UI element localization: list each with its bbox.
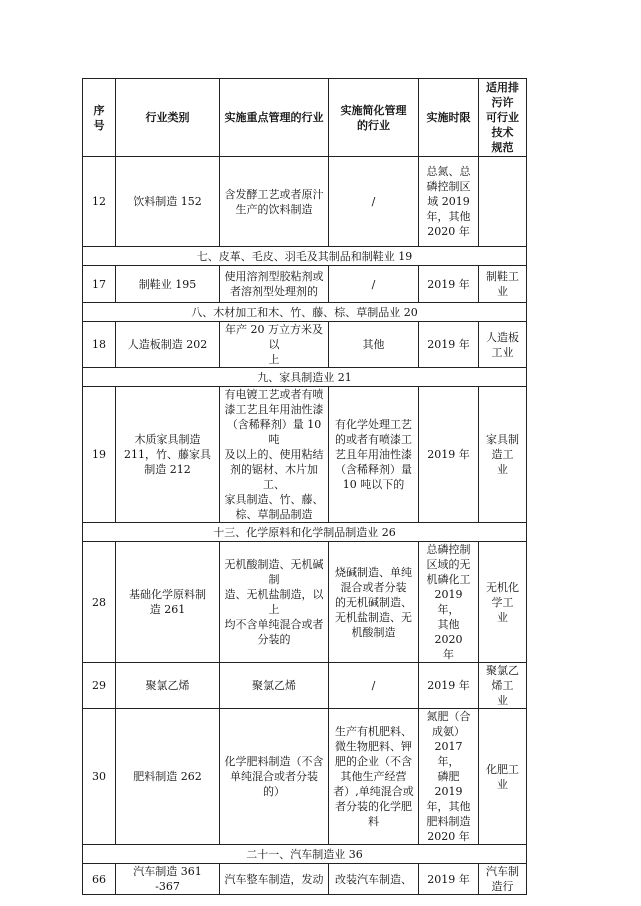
row-category: 饮料制造 152 (116, 157, 220, 247)
row-number: 19 (83, 387, 116, 523)
row-number: 29 (83, 663, 116, 709)
header-simplified-management: 实施简化管理 的行业 (329, 79, 419, 157)
row-category: 基础化学原料制 造 261 (116, 542, 220, 663)
row-category: 汽车制造 361 -367 (116, 864, 220, 895)
row-time-limit: 2019 年 (419, 322, 479, 368)
header-key-management: 实施重点管理的行业 (220, 79, 329, 157)
header-time-limit: 实施时限 (419, 79, 479, 157)
row-number: 30 (83, 709, 116, 845)
table-row (83, 387, 527, 523)
row-time-limit: 2019 年 (419, 663, 479, 709)
table-header-row (83, 79, 527, 157)
table-row (83, 266, 527, 303)
row-key-management: 无机酸制造、无机碱制 造、无机盐制造，以上 均不含单纯混合或者 分装的 (220, 542, 329, 663)
row-technical-spec: 汽车制造行 (479, 864, 527, 895)
row-technical-spec: 制鞋工业 (479, 266, 527, 303)
industry-management-table (82, 78, 527, 895)
row-time-limit: 氮肥（合 成氨） 2017 年， 磷肥 2019 年，其他 肥料制造 2020 年 (419, 709, 479, 845)
header-category: 行业类别 (116, 79, 220, 157)
row-technical-spec: 人造板工业 (479, 322, 527, 368)
section-row (83, 303, 527, 322)
table-row (83, 157, 527, 247)
section-title: 八、木材加工和木、竹、藤、棕、草制品业 20 (83, 303, 527, 322)
row-number: 66 (83, 864, 116, 895)
row-time-limit: 总磷控制 区域的无 机磷化工 2019 年， 其他 2020 年 (419, 542, 479, 663)
header-no: 序 号 (83, 79, 116, 157)
row-simplified-management: 有化学处理工艺 的或者有喷漆工 艺且年用油性漆 （含稀释剂）量 10 吨以下的 (329, 387, 419, 523)
section-row (83, 845, 527, 864)
row-key-management: 含发酵工艺或者原汁 生产的饮料制造 (220, 157, 329, 247)
row-time-limit: 2019 年 (419, 864, 479, 895)
row-category: 肥料制造 262 (116, 709, 220, 845)
row-technical-spec (479, 157, 527, 247)
row-simplified-management: / (329, 266, 419, 303)
table-row (83, 663, 527, 709)
section-title: 九、家具制造业 21 (83, 368, 527, 387)
row-simplified-management: / (329, 663, 419, 709)
row-technical-spec: 化肥工业 (479, 709, 527, 845)
row-key-management: 化学肥料制造（不含 单纯混合或者分装 的） (220, 709, 329, 845)
row-category: 木质家具制造 211，竹、藤家具 制造 212 (116, 387, 220, 523)
row-simplified-management: 改装汽车制造、 (329, 864, 419, 895)
row-time-limit: 总氮、总 磷控制区 域 2019 年，其他 2020 年 (419, 157, 479, 247)
row-category: 制鞋业 195 (116, 266, 220, 303)
row-key-management: 汽车整车制造，发动 (220, 864, 329, 895)
row-number: 17 (83, 266, 116, 303)
row-simplified-management: 烧碱制造、单纯 混合或者分装 的无机碱制造、 无机盐制造、无 机酸制造 (329, 542, 419, 663)
section-title: 七、皮革、毛皮、羽毛及其制品和制鞋业 19 (83, 247, 527, 266)
section-title: 二十一、汽车制造业 36 (83, 845, 527, 864)
row-time-limit: 2019 年 (419, 266, 479, 303)
row-simplified-management: / (329, 157, 419, 247)
row-key-management: 聚氯乙烯 (220, 663, 329, 709)
row-technical-spec: 聚氯乙烯工 业 (479, 663, 527, 709)
row-number: 28 (83, 542, 116, 663)
table-row (83, 542, 527, 663)
table-row (83, 322, 527, 368)
row-simplified-management: 生产有机肥料、 微生物肥料、钾 肥的企业（不含 其他生产经营 者）,单纯混合或 者分装的化学肥 料 (329, 709, 419, 845)
row-key-management: 年产 20 万立方米及以 上 (220, 322, 329, 368)
section-row (83, 368, 527, 387)
table-body (83, 157, 527, 895)
section-title: 十三、化学原料和化学制品制造业 26 (83, 523, 527, 542)
section-row (83, 247, 527, 266)
row-category: 聚氯乙烯 (116, 663, 220, 709)
table-row (83, 709, 527, 845)
row-number: 18 (83, 322, 116, 368)
section-row (83, 523, 527, 542)
row-simplified-management: 其他 (329, 322, 419, 368)
row-number: 12 (83, 157, 116, 247)
header-technical-spec: 适用排污许 可行业技术 规范 (479, 79, 527, 157)
table-row (83, 864, 527, 895)
row-category: 人造板制造 202 (116, 322, 220, 368)
row-technical-spec: 家具制造工 业 (479, 387, 527, 523)
row-key-management: 使用溶剂型胶粘剂或 者溶剂型处理剂的 (220, 266, 329, 303)
row-time-limit: 2019 年 (419, 387, 479, 523)
row-technical-spec: 无机化学工 业 (479, 542, 527, 663)
row-key-management: 有电镀工艺或者有喷 漆工艺且年用油性漆 （含稀释剂）量 10 吨 及以上的、使用粘结 剂的锯材、木片加工、 家具制造、竹、藤、 棕、草制品制造 (220, 387, 329, 523)
